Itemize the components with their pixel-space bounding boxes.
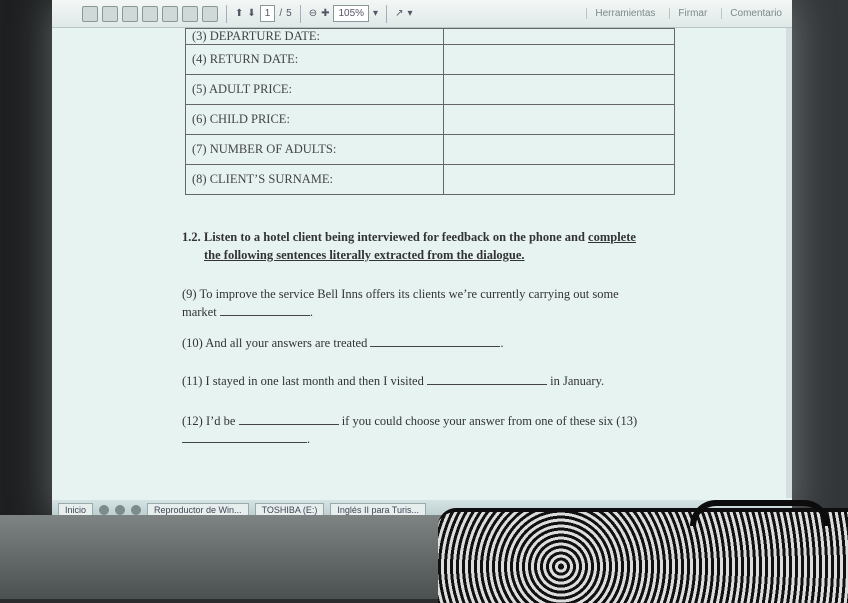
save-icon[interactable] (162, 6, 178, 22)
answer-cell (444, 45, 675, 75)
answer-blank (370, 346, 500, 347)
bag-strap (690, 500, 830, 526)
question-10: (10) And all your answers are treated . (182, 336, 504, 350)
vertical-scrollbar[interactable] (786, 28, 792, 498)
q12-text-b: if you could choose your answer from one of these six (13) (341, 414, 638, 428)
quicklaunch-icon[interactable] (115, 505, 125, 515)
row-label: (8) CLIENT’S SURNAME: (186, 165, 444, 195)
answer-blank (182, 442, 307, 443)
row-label: (7) NUMBER OF ADULTS: (186, 135, 444, 165)
separator (226, 5, 227, 23)
quicklaunch-icon[interactable] (99, 505, 109, 515)
taskbar-item-toshiba[interactable]: TOSHIBA (E:) (255, 503, 325, 517)
projected-screen (52, 0, 792, 520)
separator (386, 5, 387, 23)
taskbar-item-media-player[interactable]: Reproductor de Win... (147, 503, 249, 517)
q11-text-a: (11) I stayed in one last month and then I visited (182, 374, 424, 388)
zoom-out-icon[interactable]: ⊖ (308, 8, 318, 19)
taskbar-item-document[interactable]: Inglés II para Turis... (330, 503, 426, 517)
question-12: (12) I’d be if you could choose your answer from one of these six (13) . (182, 414, 638, 446)
edit-icon[interactable] (122, 6, 138, 22)
row-label: (5) ADULT PRICE: (186, 75, 444, 105)
answer-blank (239, 424, 339, 425)
separator (300, 5, 301, 23)
start-button[interactable]: Inicio (58, 503, 93, 517)
page-total: 5 (286, 8, 292, 19)
row-label: (3) DEPARTURE DATE: (186, 29, 444, 45)
page-number-input[interactable]: 1 (260, 5, 276, 22)
table-row (186, 105, 675, 135)
page-up-icon[interactable]: ⬆ (235, 8, 244, 19)
tool-icon[interactable]: ↗ (395, 8, 404, 19)
row-label: (4) RETURN DATE: (186, 45, 444, 75)
booking-form-table (185, 28, 675, 195)
row-label: (6) CHILD PRICE: (186, 105, 444, 135)
pdf-toolbar (52, 0, 792, 28)
heading-text: 1.2. Listen to a hotel client being interviewed for feedback on the phone and (182, 230, 585, 244)
q10-text: (10) And all your answers are treated (182, 336, 368, 350)
table-row (186, 165, 675, 195)
sign-menu[interactable]: Firmar (669, 8, 707, 19)
zoom-in-icon[interactable]: ✚ (321, 8, 330, 19)
answer-cell (444, 165, 675, 195)
answer-cell (444, 29, 675, 45)
exercise-heading (182, 228, 702, 264)
background-right (792, 0, 848, 520)
zoom-dropdown-icon[interactable]: ▾ (373, 8, 379, 19)
table-row (186, 75, 675, 105)
background-left (0, 0, 52, 520)
page-separator: / (279, 8, 283, 19)
cloud-icon[interactable] (142, 6, 158, 22)
table-row (186, 29, 675, 45)
answer-blank (220, 315, 310, 316)
answer-cell (444, 135, 675, 165)
page-down-icon[interactable]: ⬇ (247, 8, 256, 19)
q9-text-a: (9) To improve the service Bell Inns offers its clients we’re currently carrying out some (182, 287, 619, 301)
answer-cell (444, 75, 675, 105)
email-icon[interactable] (202, 6, 218, 22)
answer-blank (427, 384, 547, 385)
comment-menu[interactable]: Comentario (721, 8, 782, 19)
q12-text-a: (12) I’d be (182, 414, 236, 428)
open-icon[interactable] (102, 6, 118, 22)
quicklaunch-icon[interactable] (131, 505, 141, 515)
table-row (186, 135, 675, 165)
q9-text-b: market (182, 305, 217, 319)
answer-cell (444, 105, 675, 135)
print-icon[interactable] (182, 6, 198, 22)
q11-text-b: in January. (550, 374, 605, 388)
question-9: (9) To improve the service Bell Inns offers its clients we’re currently carrying out some market . (182, 287, 619, 319)
chevron-down-icon[interactable]: ▾ (407, 8, 413, 19)
question-11 (182, 372, 702, 390)
zoom-input[interactable]: 105% (333, 5, 369, 22)
document-page (52, 28, 792, 498)
toolbar-right-menu (586, 8, 792, 19)
table-row (186, 45, 675, 75)
create-icon[interactable] (82, 6, 98, 22)
heading-underlined-2: the following sentences literally extracted from the dialogue. (204, 248, 525, 262)
heading-underlined-1: complete (588, 230, 636, 244)
tools-menu[interactable]: Herramientas (586, 8, 655, 19)
